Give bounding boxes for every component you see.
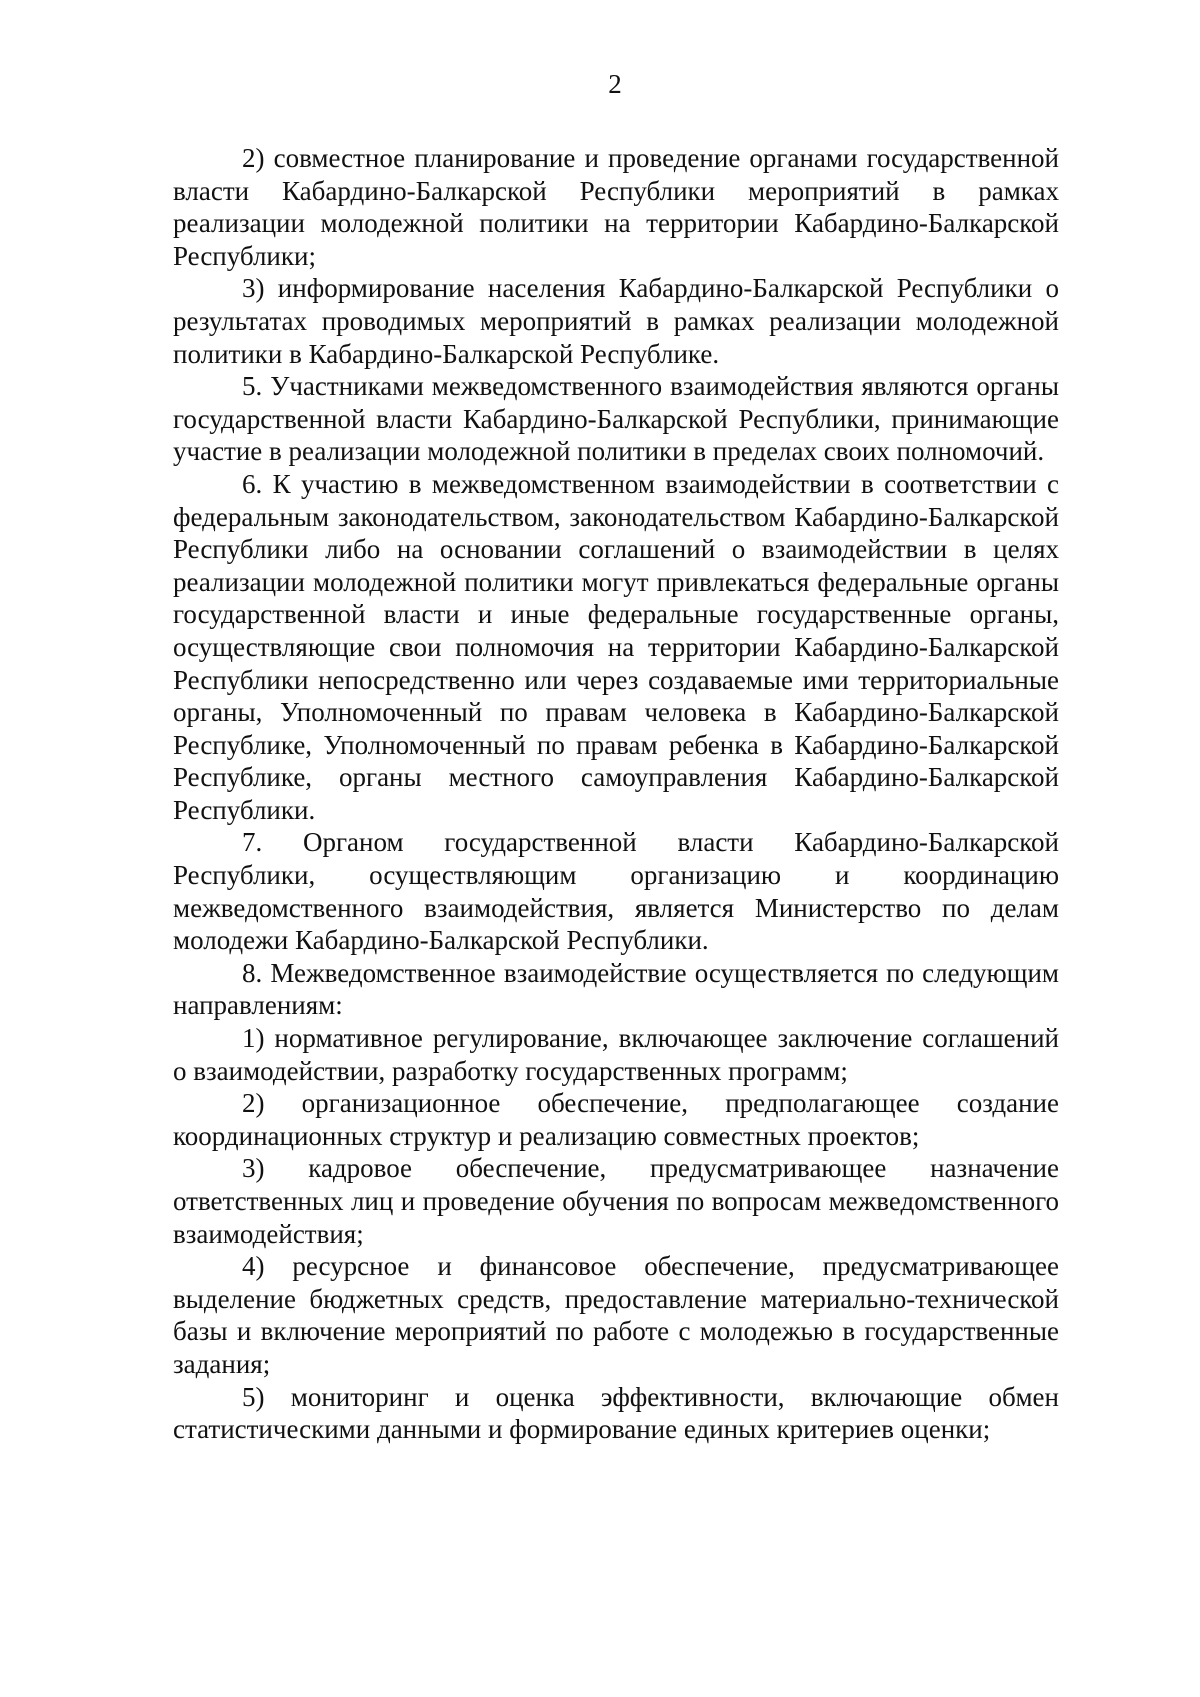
document-body — [173, 142, 1059, 1446]
paragraph-direction-4-resources: 4) ресурсное и финансовое обеспечение, предусматривающее выделение бюджетных средств, предоставление материально-технической базы и включение мероприятий по работе с молодежью в государственные задания; — [173, 1251, 1059, 1379]
paragraph-clause-7-coordinating-body: 7. Органом государственной власти Кабардино-Балкарской Республики, осуществляющим организацию и координацию межведомственного взаимодействия, является Министерство по делам молодежи Кабардино-Балкарской Республики. — [173, 827, 1059, 956]
paragraph-direction-5-monitoring: 5) мониторинг и оценка эффективности, включающие обмен статистическими данными и формирование единых критериев оценки; — [173, 1381, 1059, 1445]
paragraph-item-3-informing: 3) информирование населения Кабардино-Балкарской Республики о результатах проводимых мероприятий в рамках реализации молодежной политики в Кабардино-Балкарской Республике. — [173, 273, 1059, 369]
paragraph-item-2-joint-planning: 2) совместное планирование и проведение органами государственной власти Кабардино-Балкарской Республики мероприятий в рамках реализации молодежной политики на территории Кабардино-Балкарской Республики; — [173, 143, 1059, 271]
paragraph-clause-5-participants: 5. Участниками межведомственного взаимодействия являются органы государственной власти Кабардино-Балкарской Республики, принимающие участие в реализации молодежной политики в пределах своих полномочий. — [173, 371, 1059, 467]
paragraph-direction-1-regulation: 1) нормативное регулирование, включающее заключение соглашений о взаимодействии, разработку государственных программ; — [173, 1023, 1059, 1086]
paragraph-direction-2-organization: 2) организационное обеспечение, предполагающее создание координационных структур и реализацию совместных проектов; — [173, 1088, 1059, 1151]
paragraph-clause-6-involvement: 6. К участию в межведомственном взаимодействии в соответствии с федеральным законодательством, законодательством Кабардино-Балкарской Республики либо на основании соглашений о взаимодействии в целях реализации молодежной политики могут привлекаться федеральные органы государственной власти и иные федеральные государственные органы, осуществляющие свои полномочия на территории Кабардино-Балкарской Республики непосредственно или через создаваемые ими территориальные органы, Уполномоченный по правам человека в Кабардино-Балкарской Республике, Уполномоченный по правам ребенка в Кабардино-Балкарской Республике, органы местного самоуправления Кабардино-Балкарской Республики. — [173, 468, 1059, 825]
page-number: 2 — [608, 69, 622, 99]
paragraph-clause-8-directions: 8. Межведомственное взаимодействие осуществляется по следующим направлениям: — [173, 957, 1059, 1021]
paragraph-direction-3-staffing: 3) кадровое обеспечение, предусматривающее назначение ответственных лиц и проведение обучения по вопросам межведомственного взаимодействия; — [173, 1153, 1059, 1249]
